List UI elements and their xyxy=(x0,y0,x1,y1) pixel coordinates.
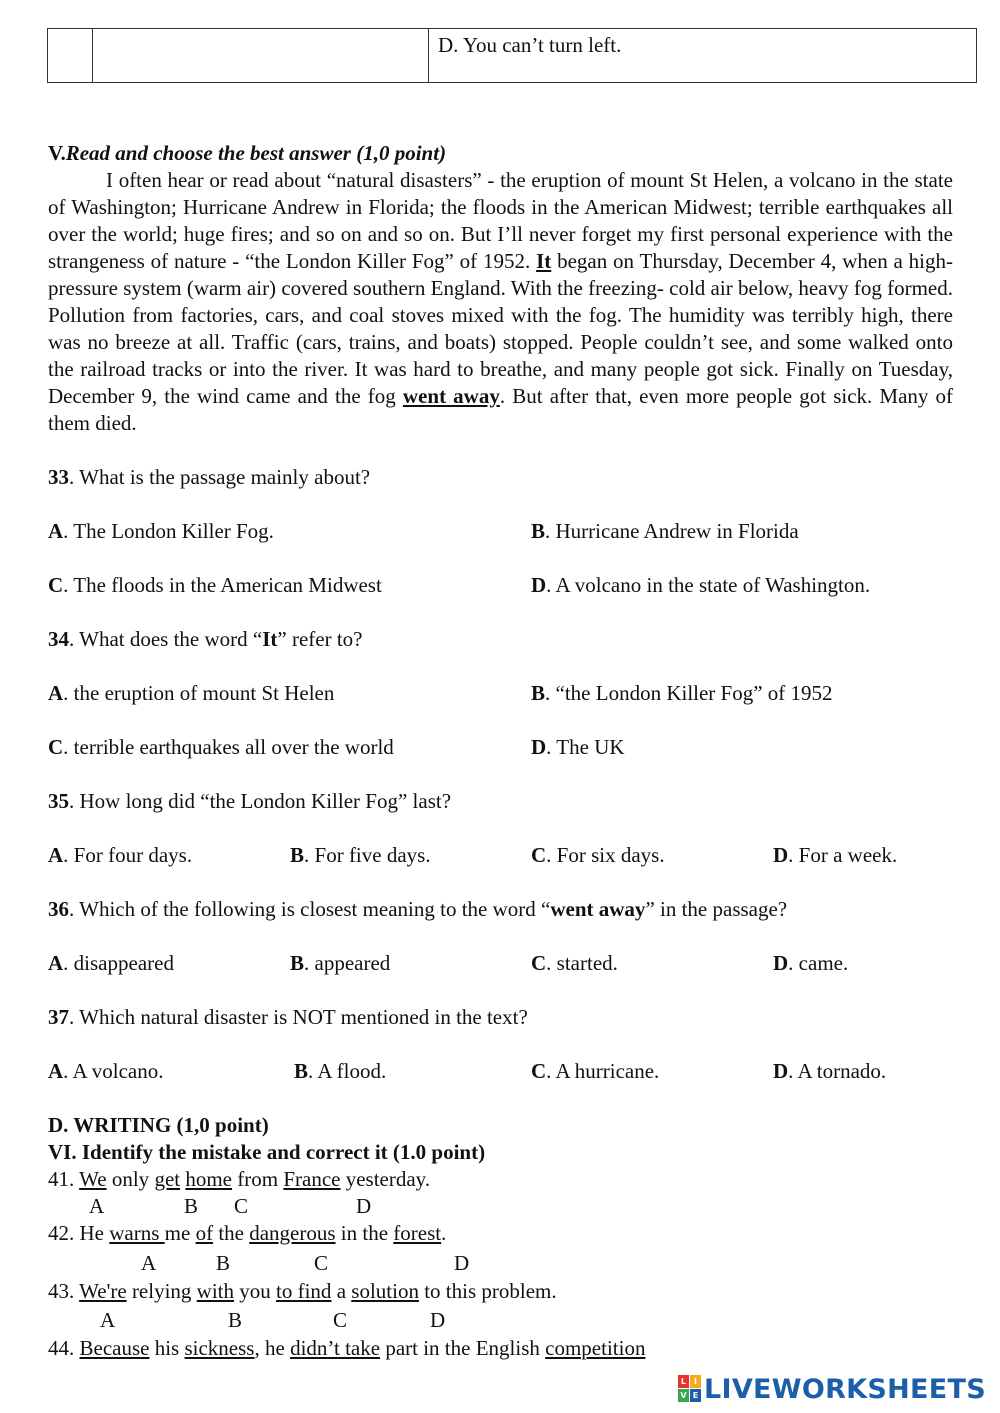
option-36-b[interactable]: B. appeared xyxy=(290,951,391,975)
liveworksheets-logo xyxy=(678,1372,986,1406)
section-v-heading: V.Read and choose the best answer (1,0 point) xyxy=(48,141,447,165)
options-33 xyxy=(48,518,958,545)
option-37-d[interactable]: D. A tornado. xyxy=(773,1059,887,1083)
mistake-44: 44. Because his sickness, he didn’t take part in the English competition xyxy=(48,1336,646,1360)
reading-passage: I often hear or read about “natural disasters” - the eruption of mount St Helen, a volcano in the state of Washington; Hurricane Andrew in Florida; the floods in the American Midwest; terrible earthquakes all over the world; huge fires; and so on and so on. But I’ll never forget my first personal experience with the strangeness of nature - “the London Killer Fog” of 1952. It began on Thursday, December 4, when a high- pressure system (warm air) covered southern England. With the freezing- cold air below, heavy fog formed. Pollution from factories, cars, and coal stoves mixed with the fog. The humidity was terribly high, there was no breeze at all. Traffic (cars, trains, and boats) stopped. People couldn’t see, and some walked onto the railroad tracks or into the river. It was hard to breathe, and many people got sick. Finally on Tuesday, December 9, the wind came and the fog went away. But after that, even more people got sick. Many of them died. xyxy=(48,168,954,435)
mistake-43-b[interactable]: with xyxy=(196,1279,235,1303)
option-33-a[interactable]: A. The London Killer Fog. xyxy=(48,519,274,543)
options-35 xyxy=(48,842,958,869)
option-35-b[interactable]: B. For five days. xyxy=(290,843,431,867)
option-33-d[interactable]: D. A volcano in the state of Washington. xyxy=(531,573,871,597)
question-33: 33. What is the passage mainly about? xyxy=(48,465,371,489)
mistake-44-c[interactable]: didn’t take xyxy=(290,1336,381,1360)
option-33-c[interactable]: C. The floods in the American Midwest xyxy=(48,573,382,597)
options-37 xyxy=(48,1058,958,1085)
mistake-44-b[interactable]: sickness xyxy=(184,1336,255,1360)
option-35-a[interactable]: A. For four days. xyxy=(48,843,193,867)
mistake-42-a[interactable]: warns xyxy=(109,1221,165,1245)
table-cell-question xyxy=(93,29,429,82)
highlight-it: It xyxy=(536,249,552,273)
option-34-d[interactable]: D. The UK xyxy=(531,735,625,759)
mistake-41-b[interactable]: get xyxy=(154,1167,181,1191)
mistake-43-d[interactable]: solution xyxy=(351,1279,419,1303)
question-36: 36. Which of the following is closest meaning to the word “went away” in the passage? xyxy=(48,897,788,921)
mistake-43: 43. We're relying with you to find a solution to this problem. xyxy=(48,1279,557,1303)
options-33-row2 xyxy=(48,572,958,599)
mistake-41: 41. We only get home from France yesterday. xyxy=(48,1167,431,1191)
option-35-d[interactable]: D. For a week. xyxy=(773,843,898,867)
option-37-b[interactable]: B. A flood. xyxy=(294,1059,387,1083)
option-35-c[interactable]: C. For six days. xyxy=(531,843,665,867)
option-37-c[interactable]: C. A hurricane. xyxy=(531,1059,660,1083)
option-36-a[interactable]: A. disappeared xyxy=(48,951,174,975)
option-34-b[interactable]: B. “the London Killer Fog” of 1952 xyxy=(531,681,833,705)
writing-heading: D. WRITING (1,0 point) xyxy=(48,1113,269,1137)
section-v-title: Read and choose the best answer (1,0 point) xyxy=(65,141,447,165)
mistake-43-a[interactable]: We're xyxy=(79,1279,127,1303)
mistake-44-d[interactable]: competition xyxy=(545,1336,646,1360)
table-cell-option-d: D. You can’t turn left. xyxy=(438,33,622,57)
mistake-42: 42. He warns me of the dangerous in the forest. xyxy=(48,1221,447,1245)
option-36-d[interactable]: D. came. xyxy=(773,951,849,975)
option-34-a[interactable]: A. the eruption of mount St Helen xyxy=(48,681,335,705)
table-cell-number xyxy=(48,29,93,82)
liveworksheets-badge-icon: L I V E xyxy=(678,1375,702,1403)
options-34-row2 xyxy=(48,734,958,761)
options-34 xyxy=(48,680,958,707)
option-33-b[interactable]: B. Hurricane Andrew in Florida xyxy=(531,519,799,543)
mistake-43-c[interactable]: to find xyxy=(276,1279,332,1303)
question-35: 35. How long did “the London Killer Fog” last? xyxy=(48,789,452,813)
mistake-42-c[interactable]: dangerous xyxy=(249,1221,336,1245)
mistake-41-d[interactable]: France xyxy=(283,1167,341,1191)
option-36-c[interactable]: C. started. xyxy=(531,951,618,975)
section-vi-heading: VI. Identify the mistake and correct it (1.0 point) xyxy=(48,1140,486,1164)
liveworksheets-wordmark: LIVEWORKSHEETS xyxy=(703,1373,986,1405)
option-37-a[interactable]: A. A volcano. xyxy=(48,1059,164,1083)
question-37: 37. Which natural disaster is NOT mentioned in the text? xyxy=(48,1005,528,1029)
mistake-42-d[interactable]: forest xyxy=(393,1221,442,1245)
options-36 xyxy=(48,950,958,977)
mistake-41-a[interactable]: We xyxy=(79,1167,107,1191)
mistake-41-c[interactable]: home xyxy=(185,1167,232,1191)
mistake-44-a[interactable]: Because xyxy=(79,1336,150,1360)
answer-table xyxy=(47,28,977,83)
question-34: 34. What does the word “It” refer to? xyxy=(48,627,363,651)
mistake-42-b[interactable]: of xyxy=(195,1221,214,1245)
option-34-c[interactable]: C. terrible earthquakes all over the world xyxy=(48,735,394,759)
highlight-went-away: went away xyxy=(402,384,500,408)
